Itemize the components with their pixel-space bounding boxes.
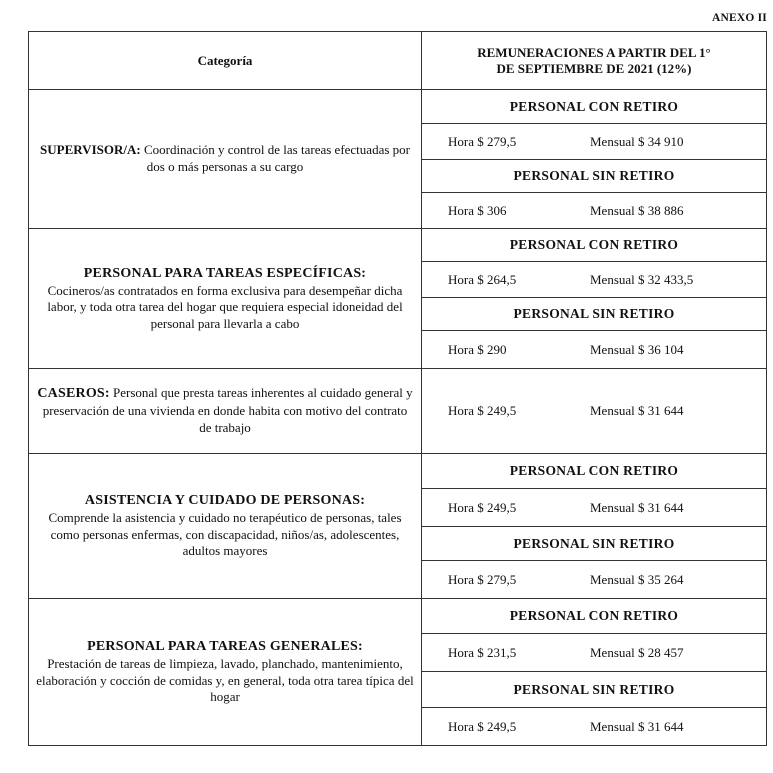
con-retiro-header: PERSONAL CON RETIRO — [422, 90, 767, 124]
category-description: Personal que presta tareas inherentes al cuidado general y preservación de una vivienda en donde habita con motivo del contrato de trabajo — [42, 385, 413, 435]
category-description: Prestación de tareas de limpieza, lavado, planchado, mantenimiento, elaboración y cocción de comidas y, en general, toda otra tarea típica del hogar — [36, 656, 414, 705]
table-header-row — [29, 32, 767, 90]
pay-cell — [422, 634, 767, 672]
category-description: Cocineros/as contratados en forma exclusiva para desempeñar dicha labor, y toda otra tarea del hogar que requiera especial idoneidad del personal para llevarla a cabo — [47, 282, 403, 331]
hourly-rate: Hora $ 231,5 — [448, 644, 517, 660]
category-header: Categoría — [29, 32, 422, 90]
hourly-rate: Hora $ 306 — [448, 202, 507, 218]
category-tareas-especificas — [29, 229, 422, 369]
table-row — [29, 599, 767, 634]
pay-cell — [422, 489, 767, 527]
category-title: PERSONAL PARA TAREAS GENERALES: — [87, 639, 363, 655]
monthly-rate: Mensual $ 31 644 — [590, 718, 684, 734]
hourly-rate: Hora $ 249,5 — [448, 403, 517, 418]
pay-cell — [422, 124, 767, 160]
hourly-rate: Hora $ 279,5 — [448, 571, 517, 587]
monthly-rate: Mensual $ 32 433,5 — [590, 271, 694, 287]
pay-cell — [422, 561, 767, 599]
sin-retiro-header: PERSONAL SIN RETIRO — [422, 527, 767, 561]
sin-retiro-header: PERSONAL SIN RETIRO — [422, 160, 767, 193]
hourly-rate: Hora $ 249,5 — [448, 499, 517, 515]
category-title: PERSONAL PARA TAREAS ESPECÍFICAS: — [83, 265, 367, 281]
sin-retiro-header: PERSONAL SIN RETIRO — [422, 672, 767, 708]
category-caseros — [29, 369, 422, 454]
category-supervisor — [29, 90, 422, 229]
monthly-rate: Mensual $ 31 644 — [590, 499, 684, 515]
hourly-rate: Hora $ 249,5 — [448, 718, 517, 734]
hourly-rate: Hora $ 264,5 — [448, 271, 517, 287]
con-retiro-header: PERSONAL CON RETIRO — [422, 454, 767, 489]
pay-cell — [422, 193, 767, 229]
table-row — [29, 454, 767, 489]
salary-table — [28, 31, 767, 746]
remuneration-header-line2: DE SEPTIEMBRE DE 2021 (12%) — [496, 60, 692, 76]
pay-cell — [422, 331, 767, 369]
remuneration-header-line1: REMUNERACIONES A PARTIR DEL 1° — [477, 44, 711, 60]
table-row — [29, 369, 767, 454]
monthly-rate: Mensual $ 35 264 — [590, 571, 684, 587]
category-asistencia-cuidado — [29, 454, 422, 599]
category-title: ASISTENCIA Y CUIDADO DE PERSONAS: — [84, 493, 366, 509]
monthly-rate: Mensual $ 28 457 — [590, 644, 684, 660]
hourly-rate: Hora $ 290 — [448, 341, 507, 357]
category-description: Coordinación y control de las tareas efectuadas por dos o más personas a su cargo — [143, 142, 410, 174]
con-retiro-header: PERSONAL CON RETIRO — [422, 229, 767, 262]
category-description: Comprende la asistencia y cuidado no terapéutico de personas, tales como personas enfermas, con discapacidad, niños/as, adolescentes, adultos mayores — [48, 510, 402, 559]
monthly-rate: Mensual $ 34 910 — [590, 133, 684, 149]
monthly-rate: Mensual $ 31 644 — [590, 403, 684, 418]
monthly-rate: Mensual $ 36 104 — [590, 341, 684, 357]
category-tareas-generales — [29, 599, 422, 746]
pay-cell — [422, 262, 767, 298]
table-row — [29, 229, 767, 262]
category-title: CASEROS: — [37, 386, 110, 402]
con-retiro-header: PERSONAL CON RETIRO — [422, 599, 767, 634]
pay-cell — [422, 369, 767, 454]
annex-label: ANEXO II — [712, 12, 767, 24]
pay-cell — [422, 708, 767, 746]
category-title: SUPERVISOR/A: — [40, 142, 141, 158]
table-row — [29, 90, 767, 124]
monthly-rate: Mensual $ 38 886 — [590, 202, 684, 218]
hourly-rate: Hora $ 279,5 — [448, 133, 517, 149]
remuneration-header — [422, 32, 767, 90]
sin-retiro-header: PERSONAL SIN RETIRO — [422, 298, 767, 331]
